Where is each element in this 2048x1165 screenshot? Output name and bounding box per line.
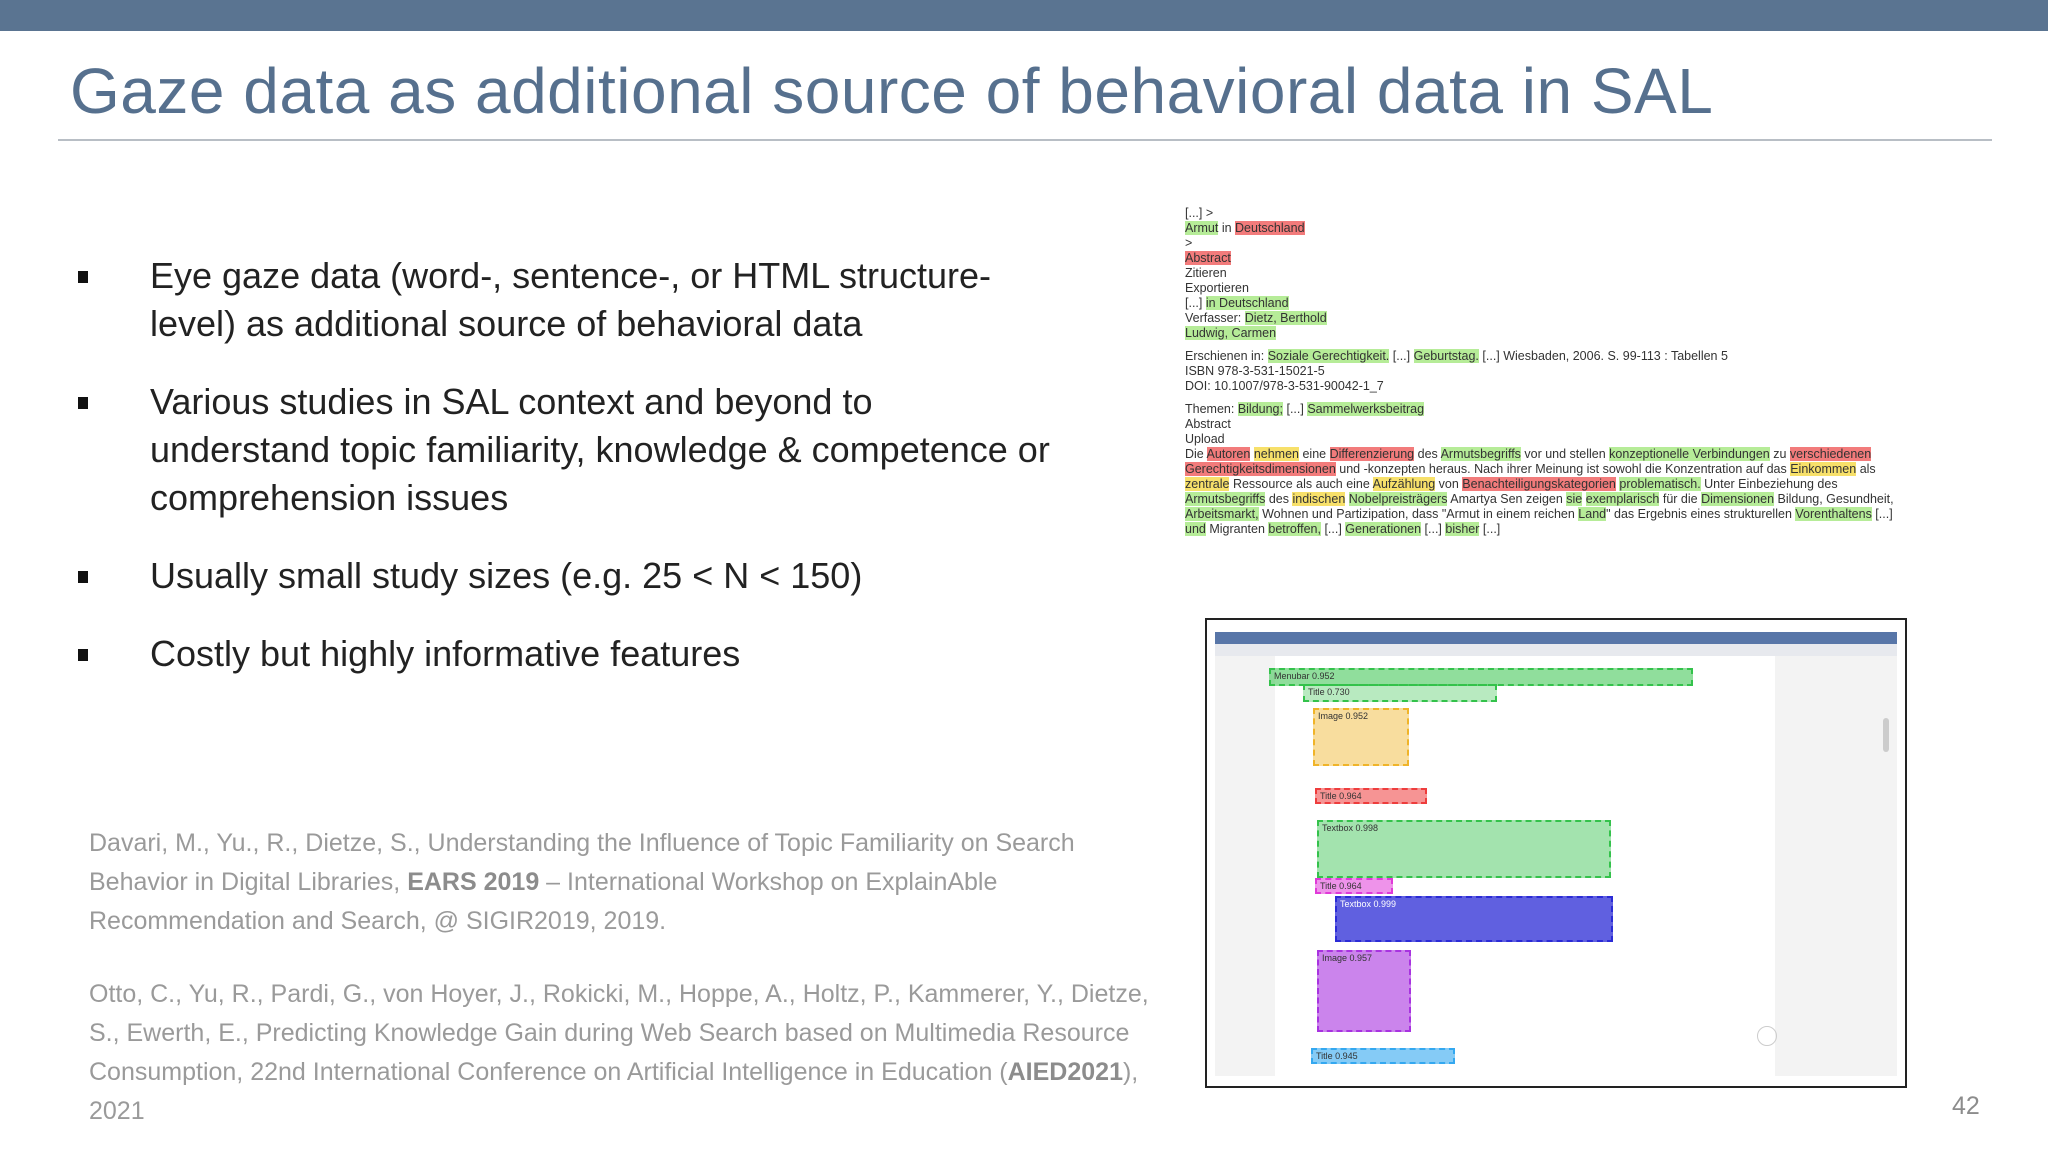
text-gap (1185, 341, 1925, 349)
bullet-square-icon (78, 271, 88, 283)
gaze-highlight: Armut (1185, 221, 1219, 235)
gaze-text-line: Armutsbegriffs des indischen Nobelpreisträgers Amartya Sen zeigen sie exemplarisch für die Dimensionen Bildung, Gesundheit, (1185, 492, 1894, 506)
gaze-text-line: Verfasser: Dietz, Berthold (1185, 311, 1327, 325)
gaze-text-line: Upload (1185, 432, 1225, 446)
gaze-highlight: exemplarisch (1585, 492, 1660, 506)
gaze-highlight: Benachteiligungskategorien (1462, 477, 1616, 491)
gaze-highlight: Gerechtigkeitsdimensionen (1185, 462, 1336, 476)
browser-tab-strip (1215, 632, 1897, 644)
gaze-highlight: verschiedenen (1789, 447, 1872, 461)
gaze-highlight: betroffen, (1268, 522, 1321, 536)
text-gap (1185, 394, 1925, 402)
gaze-highlight: Aufzählung (1372, 477, 1436, 491)
gaze-highlight: Generationen (1345, 522, 1422, 536)
gaze-highlight: Dietz, Berthold (1244, 311, 1327, 325)
gaze-highlight: in Deutschland (1205, 296, 1289, 310)
gaze-text-line: Erschienen in: Soziale Gerechtigkeit. [...] Geburtstag. [...] Wiesbaden, 2006. S. 99-113 : Tabellen 5 (1185, 349, 1728, 363)
gaze-text-line: Exportieren (1185, 281, 1249, 295)
gaze-highlight: Dimensionen (1701, 492, 1775, 506)
gaze-highlight: Armutsbegriffs (1440, 447, 1521, 461)
gaze-text-line: Gerechtigkeitsdimensionen und -konzepten heraus. Nach ihrer Meinung ist sowohl die Konzentration auf das Einkommen als (1185, 462, 1876, 476)
gaze-highlight: bisher (1445, 522, 1480, 536)
aoi-title-3: Title 0.964 (1315, 878, 1393, 894)
gaze-text-line: und Migranten betroffen, [...] Generationen [...] bisher [...] (1185, 522, 1501, 536)
gaze-highlight: Ludwig, Carmen (1185, 326, 1277, 340)
bullet-item: Eye gaze data (word-, sentence-, or HTML structure-level) as additional source of behavioral data (74, 252, 1054, 348)
gaze-highlight: Nobelpreisträgers (1348, 492, 1448, 506)
gaze-highlight: problematisch. (1619, 477, 1701, 491)
gaze-highlight: konzeptionelle Verbindungen (1609, 447, 1770, 461)
page-number: 42 (1952, 1092, 1980, 1120)
bullet-square-icon (78, 397, 88, 409)
aoi-menubar: Menubar 0.952 (1269, 668, 1693, 686)
gaze-highlight: Soziale Gerechtigkeit. (1267, 349, 1390, 363)
gaze-highlight: Armutsbegriffs (1185, 492, 1266, 506)
gaze-text-line: > (1185, 236, 1193, 250)
gaze-text-line: ISBN 978-3-531-15021-5 (1185, 364, 1325, 378)
aoi-image-1: Image 0.952 (1313, 708, 1409, 766)
gaze-highlight: Vorenthaltens (1795, 507, 1872, 521)
references (89, 824, 1169, 1165)
gaze-text-line: Arbeitsmarkt, Wohnen und Partizipation, dass "Armut in einem reichen Land" das Ergebnis eines strukturellen Vorenthaltens [...] (1185, 507, 1893, 521)
gaze-text-line: zentrale Ressource als auch eine Aufzählung von Benachteiligungskategorien problematisch. Unter Einbeziehung des (1185, 477, 1838, 491)
slide-title: Gaze data as additional source of behavioral data in SAL (70, 55, 1714, 127)
aoi-title-4: Title 0.945 (1311, 1048, 1455, 1064)
gaze-highlight: Geburtstag. (1413, 349, 1479, 363)
aoi-title-1: Title 0.730 (1303, 684, 1497, 702)
gaze-highlight: Abstract (1185, 251, 1231, 265)
gaze-text-line: DOI: 10.1007/978-3-531-90042-1_7 (1185, 379, 1384, 393)
gaze-text-line: Abstract (1185, 417, 1231, 431)
gaze-highlight: sie (1566, 492, 1583, 506)
gaze-highlight: Deutschland (1235, 221, 1305, 235)
gaze-highlight: Land (1578, 507, 1607, 521)
top-accent-bar (0, 0, 2048, 31)
scrollbar-thumb (1883, 718, 1889, 752)
scroll-top-icon (1757, 1026, 1777, 1046)
gaze-text-line (1185, 251, 1925, 266)
bullet-item: Various studies in SAL context and beyond to understand topic familiarity, knowledge & competence or comprehension issues (74, 378, 1054, 522)
aoi-textbox-1: Textbox 0.998 (1317, 820, 1611, 878)
reference-1: Davari, M., Yu., R., Dietze, S., Understanding the Influence of Topic Familiarity on Search Behavior in Digital Libraries, EARS 2019 – International Workshop on ExplainAble Recommendation and Search, @ SIGIR2019, 2019. (89, 829, 1075, 935)
gaze-text-line: Die Autoren nehmen eine Differenzierung des Armutsbegriffs vor und stellen konzeptionelle Verbindungen zu verschiedenen (1185, 447, 1872, 461)
gaze-highlight: Differenzierung (1329, 447, 1415, 461)
gaze-text-line: Zitieren (1185, 266, 1227, 280)
gaze-text-line: [...] > (1185, 206, 1214, 220)
bullet-square-icon (78, 649, 88, 661)
gaze-highlight: Bildung; (1237, 402, 1283, 416)
gaze-highlight: indischen (1292, 492, 1346, 506)
gaze-heatmap-text-image (1185, 206, 1925, 537)
aoi-image-2: Image 0.957 (1317, 950, 1411, 1032)
gaze-text-line: Themen: Bildung; [...] Sammelwerksbeitrag (1185, 402, 1425, 416)
gaze-text-line (1185, 326, 1925, 341)
reference-2: Otto, C., Yu, R., Pardi, G., von Hoyer, J., Rokicki, M., Hoppe, A., Holtz, P., Kammerer, Y., Dietze, S., Ewerth, E., Predicting Knowledge Gain during Web Search based on Multimedia Resource Consumption, 22nd International Conference on Artificial Intelligence in Education (AIED2021), 2021 (89, 980, 1149, 1125)
gaze-highlight: Arbeitsmarkt, (1185, 507, 1259, 521)
bullet-list (74, 252, 1054, 708)
aoi-title-2: Title 0.964 (1315, 788, 1427, 804)
gaze-text-line: Armut in Deutschland (1185, 221, 1305, 235)
gaze-highlight: zentrale (1185, 477, 1230, 491)
gaze-highlight: Autoren (1206, 447, 1251, 461)
bullet-item: Usually small study sizes (e.g. 25 < N < 150) (74, 552, 1054, 600)
gaze-highlight: Einkommen (1790, 462, 1857, 476)
gaze-highlight: nehmen (1253, 447, 1299, 461)
aoi-screenshot (1205, 618, 1907, 1088)
bullet-item: Costly but highly informative features (74, 630, 1054, 678)
title-divider (58, 139, 1992, 141)
gaze-text-line: [...] in Deutschland (1185, 296, 1289, 310)
aoi-textbox-2: Textbox 0.999 (1335, 896, 1613, 942)
gaze-highlight: Sammelwerksbeitrag (1307, 402, 1425, 416)
gaze-highlight: und (1185, 522, 1206, 536)
bullet-square-icon (78, 571, 88, 583)
